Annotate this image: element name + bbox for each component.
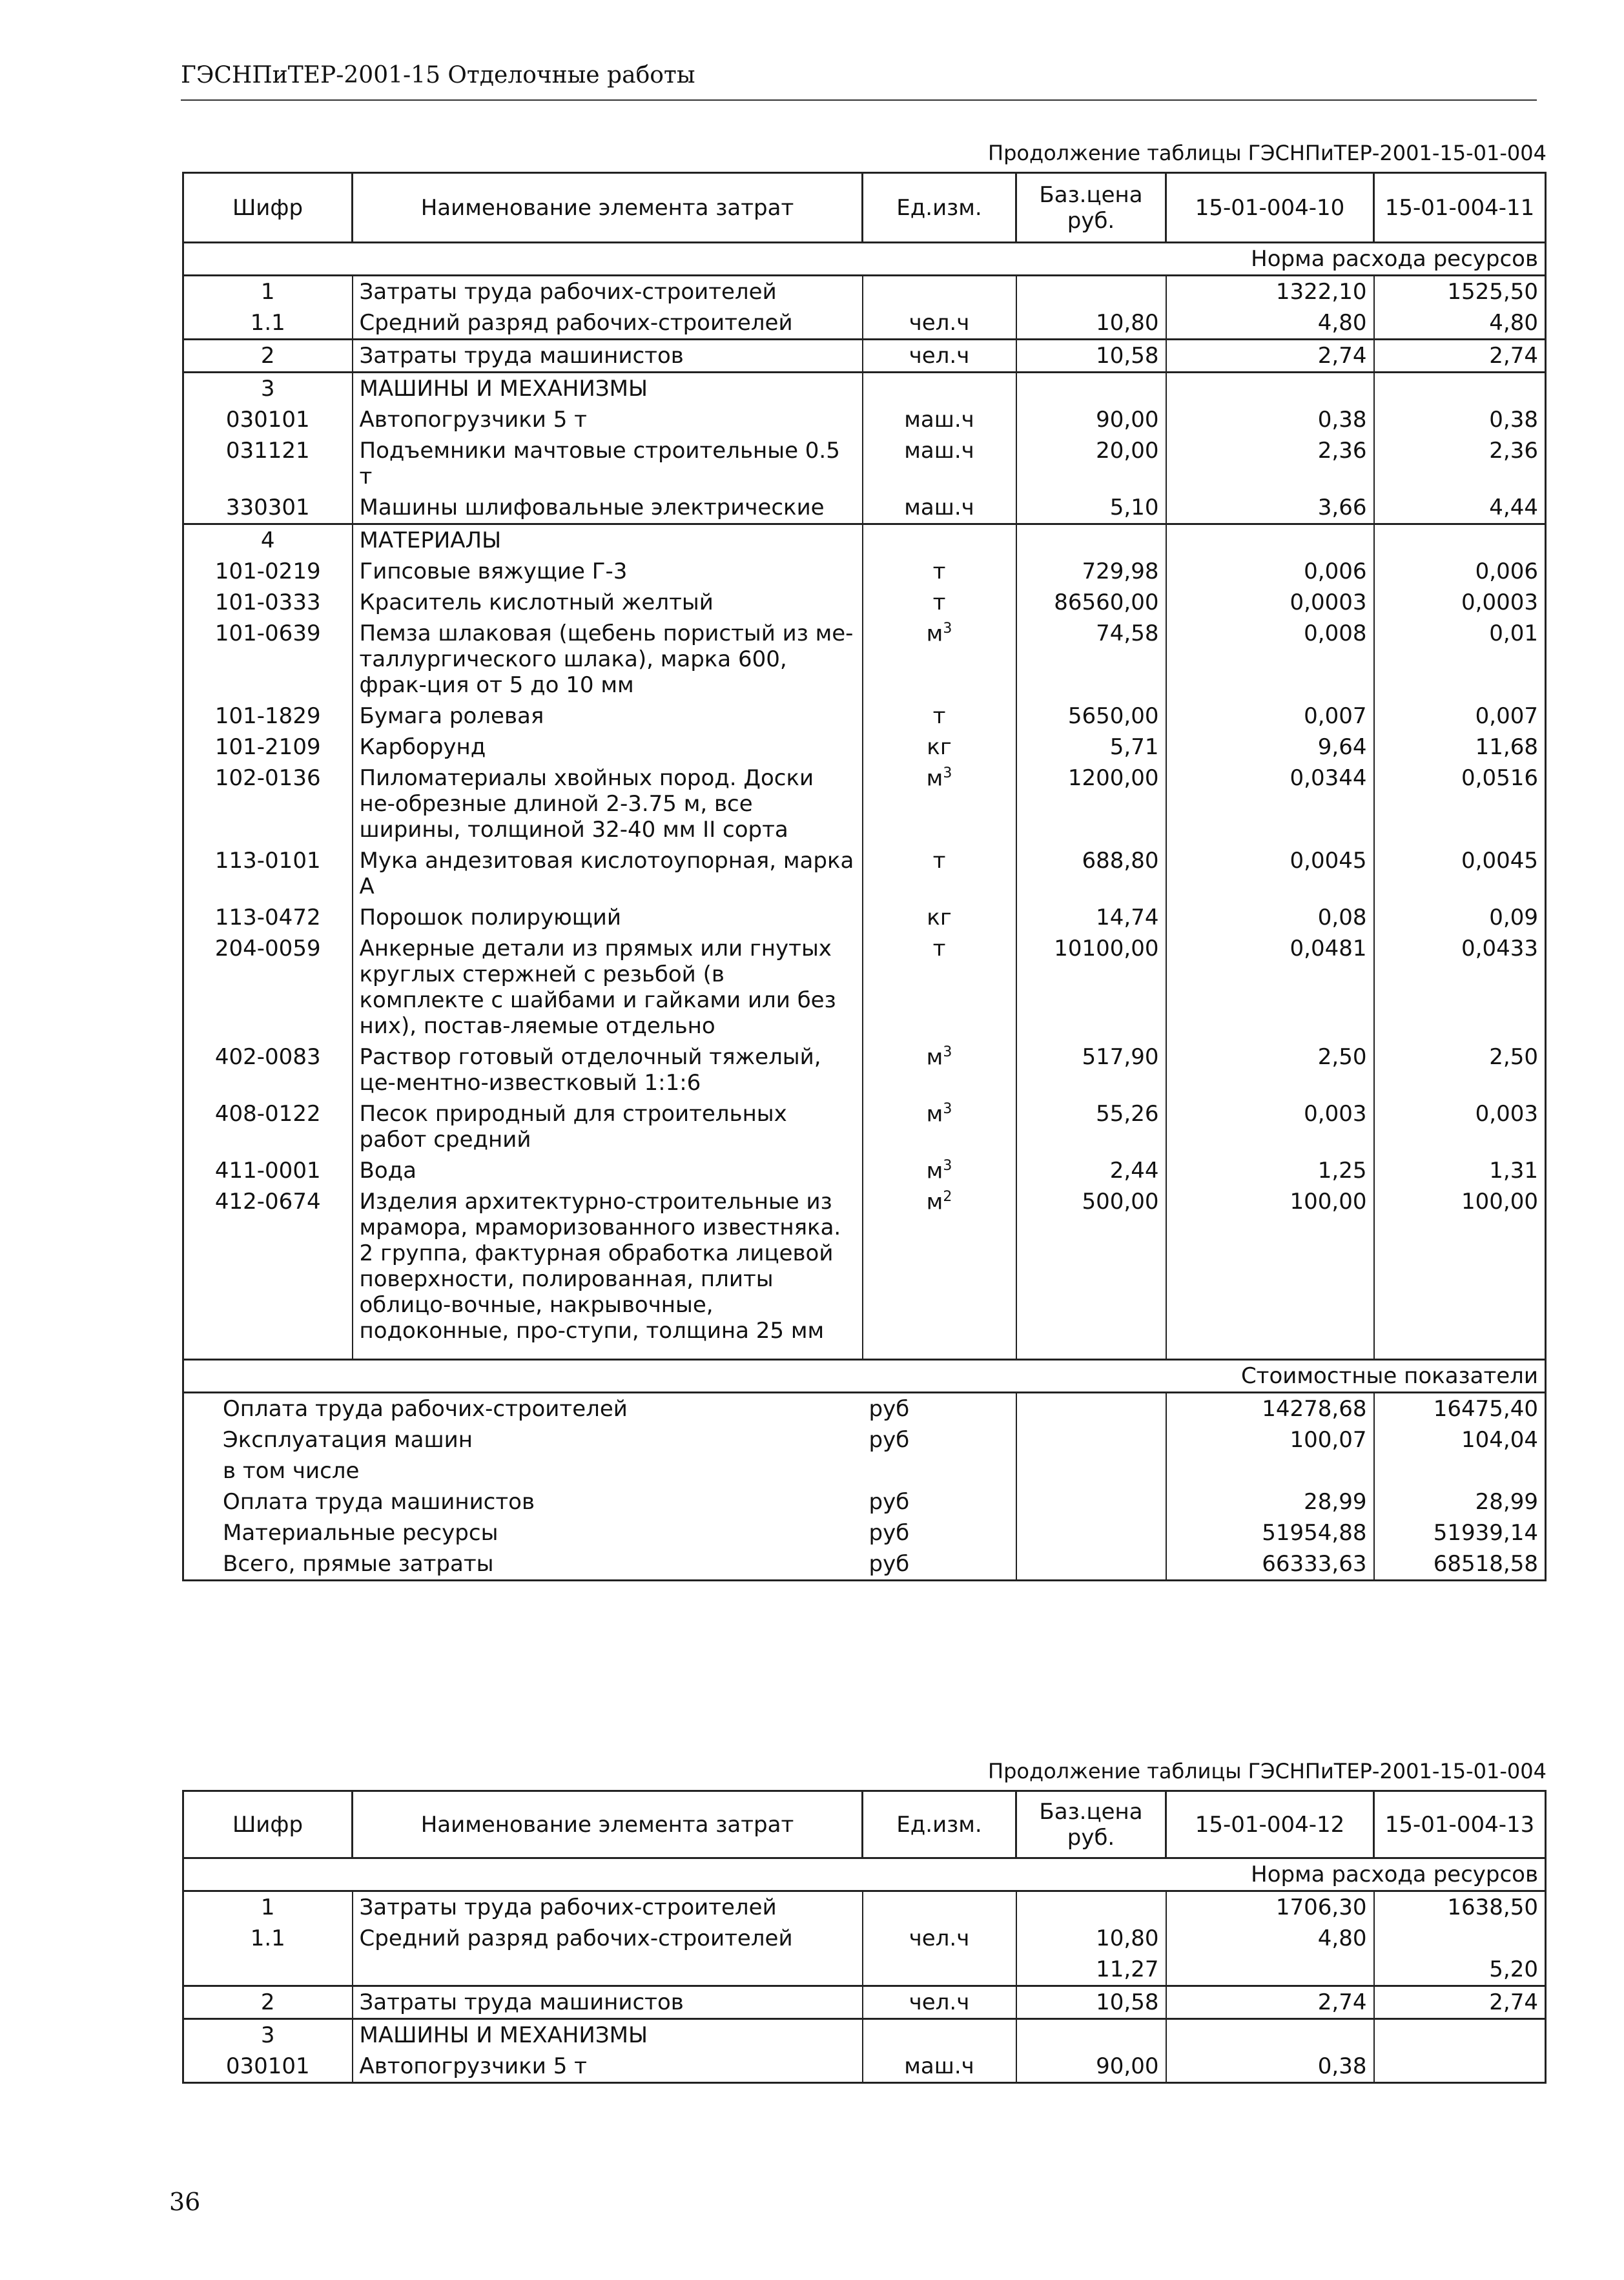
row-unit-exponent: 3 <box>943 1158 952 1174</box>
table-row <box>183 1891 1546 1924</box>
table-row <box>183 340 1546 373</box>
table-row <box>183 845 1546 902</box>
table-row <box>183 307 1546 340</box>
table-row <box>183 1923 1546 1954</box>
cost-unit: руб <box>863 1548 1016 1581</box>
page-header <box>181 62 695 88</box>
table-row <box>183 1042 1546 1098</box>
row-norm-b: 2,36 <box>1374 435 1546 492</box>
row-base-price <box>1016 276 1166 308</box>
row-norm-a: 2,74 <box>1166 340 1374 373</box>
cost-value-b: 28,99 <box>1374 1486 1546 1517</box>
page-number: 36 <box>169 2188 201 2216</box>
row-unit-exponent: 2 <box>943 1189 952 1206</box>
row-norm-b: 0,38 <box>1374 404 1546 435</box>
row-norm-a: 4,80 <box>1166 1923 1374 1954</box>
row-norm-a: 0,006 <box>1166 556 1374 587</box>
row-norm-a: 9,64 <box>1166 732 1374 763</box>
cost-row <box>183 1517 1546 1548</box>
row-unit <box>863 1042 1016 1098</box>
column-header-name: Наименование элемента затрат <box>353 1791 863 1858</box>
row-norm-a <box>1166 2019 1374 2051</box>
row-unit-exponent: 3 <box>943 1101 952 1117</box>
row-name: Бумага ролевая <box>353 701 863 732</box>
row-norm-a: 0,007 <box>1166 701 1374 732</box>
table-row <box>183 902 1546 933</box>
cost-name: Материальные ресурсы <box>183 1517 863 1548</box>
table-row <box>183 524 1546 557</box>
row-unit-text: м <box>926 765 943 792</box>
row-norm-b: 0,0003 <box>1374 587 1546 618</box>
row-base-price: 517,90 <box>1016 1042 1166 1098</box>
row-norm-a: 0,0481 <box>1166 933 1374 1042</box>
row-base-price <box>1016 524 1166 557</box>
cost-value-b <box>1374 1455 1546 1486</box>
cost-value-a: 66333,63 <box>1166 1548 1374 1581</box>
row-norm-a: 4,80 <box>1166 307 1374 340</box>
row-code: 1.1 <box>183 1923 353 1954</box>
row-base-price: 10100,00 <box>1016 933 1166 1042</box>
row-norm-a: 1706,30 <box>1166 1891 1374 1924</box>
row-norm-a: 2,74 <box>1166 1986 1374 2019</box>
spacer-cell <box>863 1346 1016 1359</box>
row-unit <box>863 701 1016 732</box>
row-code: 2 <box>183 340 353 373</box>
column-header-norm-a: 15-01-004-10 <box>1166 173 1374 243</box>
row-base-price: 86560,00 <box>1016 587 1166 618</box>
row-unit <box>863 587 1016 618</box>
row-norm-a: 0,0045 <box>1166 845 1374 902</box>
table-row <box>183 276 1546 308</box>
row-base-price: 5,10 <box>1016 492 1166 524</box>
row-unit <box>863 556 1016 587</box>
cost-value-b: 16475,40 <box>1374 1392 1546 1424</box>
row-name: Автопогрузчики 5 т <box>353 404 863 435</box>
row-norm-a: 1322,10 <box>1166 276 1374 308</box>
row-unit-text: м <box>926 621 943 647</box>
row-code <box>183 1954 353 1986</box>
row-name: МАШИНЫ И МЕХАНИЗМЫ <box>353 2019 863 2051</box>
row-name: Раствор готовый отделочный тяжелый, це-ментно-известковый 1:1:6 <box>353 1042 863 1098</box>
table-row <box>183 435 1546 492</box>
row-unit-exponent: 3 <box>943 621 952 637</box>
row-norm-b: 2,74 <box>1374 340 1546 373</box>
cost-value-b: 51939,14 <box>1374 1517 1546 1548</box>
cost-unit: руб <box>869 1488 910 1515</box>
spacer-cell <box>183 1346 353 1359</box>
cost-band-label: Стоимостные показатели <box>183 1359 1546 1392</box>
row-norm-a: 0,38 <box>1166 404 1374 435</box>
row-code: 1 <box>183 1891 353 1924</box>
row-norm-b: 100,00 <box>1374 1186 1546 1346</box>
row-name: Средний разряд рабочих-строителей <box>353 307 863 340</box>
spacer-cell <box>1166 1346 1374 1359</box>
row-unit <box>863 618 1016 701</box>
row-norm-b: 0,007 <box>1374 701 1546 732</box>
row-unit <box>863 435 1016 492</box>
row-unit-text: м <box>926 1044 943 1071</box>
row-code: 030101 <box>183 404 353 435</box>
cost-row <box>183 1548 1546 1581</box>
row-unit <box>863 933 1016 1042</box>
row-code: 101-2109 <box>183 732 353 763</box>
row-unit <box>863 2051 1016 2083</box>
row-unit-text: т <box>932 936 946 961</box>
row-code: 330301 <box>183 492 353 524</box>
cost-unit: руб <box>869 1395 910 1422</box>
table-header-row <box>183 173 1546 243</box>
cost-unit: руб <box>869 1426 910 1453</box>
row-name: Затраты труда рабочих-строителей <box>353 1891 863 1924</box>
row-unit-text: маш.ч <box>904 407 974 433</box>
row-base-price: 55,26 <box>1016 1098 1166 1155</box>
table-row <box>183 732 1546 763</box>
cost-price <box>1016 1486 1166 1517</box>
row-norm-b: 0,01 <box>1374 618 1546 701</box>
table-row <box>183 2051 1546 2083</box>
cost-value-b: 104,04 <box>1374 1424 1546 1455</box>
row-code: 412-0674 <box>183 1186 353 1346</box>
row-norm-b <box>1374 373 1546 405</box>
row-norm-a: 0,003 <box>1166 1098 1374 1155</box>
row-norm-b: 2,74 <box>1374 1986 1546 2019</box>
document-title: ГЭСНПиТЕР-2001-15 Отделочные работы <box>181 62 695 88</box>
column-header-price: Баз.цена руб. <box>1016 1791 1166 1858</box>
row-norm-a: 1,25 <box>1166 1155 1374 1186</box>
row-norm-b <box>1374 1923 1546 1954</box>
row-norm-a: 3,66 <box>1166 492 1374 524</box>
row-unit-text: м <box>926 1101 943 1127</box>
row-name: Подъемники мачтовые строительные 0.5 т <box>353 435 863 492</box>
cost-unit: руб <box>869 1519 910 1546</box>
cost-name: Всего, прямые затраты <box>183 1548 863 1581</box>
cost-price <box>1016 1517 1166 1548</box>
row-norm-b: 0,0516 <box>1374 763 1546 845</box>
row-norm-a: 100,00 <box>1166 1186 1374 1346</box>
row-name: Вода <box>353 1155 863 1186</box>
row-unit-text: м <box>926 1189 943 1215</box>
row-code: 101-0639 <box>183 618 353 701</box>
table-continuation-caption-2: Продолжение таблицы ГЭСНПиТЕР-2001-15-01-004 <box>988 1759 1547 1783</box>
spacer-cell <box>1374 1346 1546 1359</box>
row-unit <box>863 845 1016 902</box>
resource-norms-table-1 <box>182 172 1547 1581</box>
table-row <box>183 933 1546 1042</box>
row-name: Затраты труда рабочих-строителей <box>353 276 863 308</box>
row-name: Пемза шлаковая (щебень пористый из ме-таллургического шлака), марка 600, фрак-ция от 5 до 10 мм <box>353 618 863 701</box>
row-norm-a: 0,38 <box>1166 2051 1374 2083</box>
row-name: Автопогрузчики 5 т <box>353 2051 863 2083</box>
row-unit <box>863 1986 1016 2019</box>
table-row <box>183 556 1546 587</box>
row-base-price: 10,80 <box>1016 1923 1166 1954</box>
cost-price <box>1016 1548 1166 1581</box>
table-row <box>183 618 1546 701</box>
row-norm-b: 1,31 <box>1374 1155 1546 1186</box>
row-base-price: 729,98 <box>1016 556 1166 587</box>
row-name: Затраты труда машинистов <box>353 1986 863 2019</box>
spacer-cell <box>1016 1346 1166 1359</box>
row-norm-b <box>1374 524 1546 557</box>
row-unit-text: маш.ч <box>904 438 974 464</box>
row-code: 101-1829 <box>183 701 353 732</box>
row-name <box>353 1954 863 1986</box>
header-rule <box>181 99 1537 101</box>
table-continuation-caption: Продолжение таблицы ГЭСНПиТЕР-2001-15-01-004 <box>988 141 1547 165</box>
row-name: Песок природный для строительных работ средний <box>353 1098 863 1155</box>
row-code: 031121 <box>183 435 353 492</box>
row-code: 411-0001 <box>183 1155 353 1186</box>
row-unit <box>863 1155 1016 1186</box>
row-unit <box>863 1891 1016 1924</box>
table-header-row <box>183 1791 1546 1858</box>
table-row <box>183 1155 1546 1186</box>
resource-norms-table-2 <box>182 1790 1547 2084</box>
norm-band <box>183 1858 1546 1891</box>
row-base-price: 5,71 <box>1016 732 1166 763</box>
row-norm-b: 0,0045 <box>1374 845 1546 902</box>
table-row <box>183 1954 1546 1986</box>
row-code: 2 <box>183 1986 353 2019</box>
row-norm-a: 2,50 <box>1166 1042 1374 1098</box>
row-code: 1 <box>183 276 353 308</box>
row-unit <box>863 524 1016 557</box>
cost-row <box>183 1486 1546 1517</box>
table-row <box>183 404 1546 435</box>
column-header-unit: Ед.изм. <box>863 173 1016 243</box>
row-name: Анкерные детали из прямых или гнутых круглых стержней с резьбой (в комплекте с шайбами и гайками или без них), постав-ляемые отдельно <box>353 933 863 1042</box>
row-base-price: 500,00 <box>1016 1186 1166 1346</box>
table-row <box>183 2019 1546 2051</box>
table-row <box>183 763 1546 845</box>
cost-row <box>183 1455 1546 1486</box>
row-unit <box>863 1098 1016 1155</box>
row-norm-a: 0,08 <box>1166 902 1374 933</box>
row-norm-a: 0,0344 <box>1166 763 1374 845</box>
cost-name: Эксплуатация машин <box>183 1424 863 1455</box>
row-base-price <box>1016 2019 1166 2051</box>
row-code: 113-0101 <box>183 845 353 902</box>
cost-row <box>183 1424 1546 1455</box>
row-name: Пиломатериалы хвойных пород. Доски не-обрезные длиной 2-3.75 м, все ширины, толщиной 32-40 мм II сорта <box>353 763 863 845</box>
cost-band <box>183 1359 1546 1392</box>
row-unit-text: т <box>932 559 946 584</box>
row-base-price: 5650,00 <box>1016 701 1166 732</box>
row-base-price: 688,80 <box>1016 845 1166 902</box>
cost-name: в том числе <box>183 1455 863 1486</box>
row-unit <box>863 340 1016 373</box>
row-norm-b <box>1374 2019 1546 2051</box>
row-code: 113-0472 <box>183 902 353 933</box>
row-unit <box>863 307 1016 340</box>
row-norm-a: 0,0003 <box>1166 587 1374 618</box>
row-name: МАШИНЫ И МЕХАНИЗМЫ <box>353 373 863 405</box>
row-base-price: 1200,00 <box>1016 763 1166 845</box>
row-norm-a <box>1166 524 1374 557</box>
row-code: 3 <box>183 2019 353 2051</box>
cost-unit <box>863 1455 1016 1486</box>
row-unit-text: чел.ч <box>909 343 970 369</box>
row-base-price: 20,00 <box>1016 435 1166 492</box>
norm-band-label: Норма расхода ресурсов <box>183 243 1546 276</box>
row-norm-a: 0,008 <box>1166 618 1374 701</box>
row-base-price: 10,58 <box>1016 1986 1166 2019</box>
row-name: Средний разряд рабочих-строителей <box>353 1923 863 1954</box>
cost-value-a: 100,07 <box>1166 1424 1374 1455</box>
table-row <box>183 587 1546 618</box>
row-unit-text: т <box>932 590 946 615</box>
row-unit <box>863 1186 1016 1346</box>
row-code: 102-0136 <box>183 763 353 845</box>
column-header-norm-b: 15-01-004-13 <box>1374 1791 1546 1858</box>
row-unit-exponent: 3 <box>943 765 952 781</box>
row-code: 3 <box>183 373 353 405</box>
row-base-price: 74,58 <box>1016 618 1166 701</box>
cost-value-a: 28,99 <box>1166 1486 1374 1517</box>
row-norm-b: 0,09 <box>1374 902 1546 933</box>
cost-price <box>1016 1392 1166 1424</box>
row-norm-b: 1525,50 <box>1374 276 1546 308</box>
cost-value-a <box>1166 1455 1374 1486</box>
norm-band-label: Норма расхода ресурсов <box>183 1858 1546 1891</box>
cost-value-a: 14278,68 <box>1166 1392 1374 1424</box>
row-name: Мука андезитовая кислотоупорная, марка А <box>353 845 863 902</box>
row-base-price: 14,74 <box>1016 902 1166 933</box>
row-code: 4 <box>183 524 353 557</box>
table-row <box>183 1186 1546 1346</box>
row-unit-text: т <box>932 703 946 729</box>
row-base-price: 90,00 <box>1016 2051 1166 2083</box>
row-unit-text: чел.ч <box>909 1989 970 2015</box>
row-unit <box>863 404 1016 435</box>
row-name: МАТЕРИАЛЫ <box>353 524 863 557</box>
row-code: 204-0059 <box>183 933 353 1042</box>
row-norm-b: 0,006 <box>1374 556 1546 587</box>
row-unit-text: кг <box>927 734 952 760</box>
row-base-price <box>1016 1891 1166 1924</box>
norm-band <box>183 243 1546 276</box>
row-norm-a: 2,36 <box>1166 435 1374 492</box>
table-row <box>183 492 1546 524</box>
cost-value-a: 51954,88 <box>1166 1517 1374 1548</box>
row-unit-text: чел.ч <box>909 310 970 336</box>
row-norm-b: 4,80 <box>1374 307 1546 340</box>
row-name: Карборунд <box>353 732 863 763</box>
row-unit <box>863 1954 1016 1986</box>
row-unit <box>863 276 1016 308</box>
column-header-code: Шифр <box>183 173 353 243</box>
row-name: Затраты труда машинистов <box>353 340 863 373</box>
spacer-row <box>183 1346 1546 1359</box>
row-base-price: 2,44 <box>1016 1155 1166 1186</box>
row-name: Порошок полирующий <box>353 902 863 933</box>
row-norm-b: 1638,50 <box>1374 1891 1546 1924</box>
row-name: Краситель кислотный желтый <box>353 587 863 618</box>
row-code: 030101 <box>183 2051 353 2083</box>
cost-row <box>183 1392 1546 1424</box>
cost-price <box>1016 1424 1166 1455</box>
row-unit <box>863 732 1016 763</box>
cost-name: Оплата труда машинистов <box>183 1486 863 1517</box>
row-norm-b: 2,50 <box>1374 1042 1546 1098</box>
row-norm-b <box>1374 2051 1546 2083</box>
column-header-norm-a: 15-01-004-12 <box>1166 1791 1374 1858</box>
column-header-price: Баз.цена руб. <box>1016 173 1166 243</box>
column-header-norm-b: 15-01-004-11 <box>1374 173 1546 243</box>
row-unit <box>863 1923 1016 1954</box>
row-norm-a <box>1166 373 1374 405</box>
row-code: 408-0122 <box>183 1098 353 1155</box>
row-unit-text: т <box>932 848 946 874</box>
row-unit-text: кг <box>927 905 952 930</box>
row-code: 101-0333 <box>183 587 353 618</box>
cost-price <box>1016 1455 1166 1486</box>
column-header-name: Наименование элемента затрат <box>353 173 863 243</box>
row-code: 402-0083 <box>183 1042 353 1098</box>
row-unit-text: маш.ч <box>904 2053 974 2079</box>
cost-name: Оплата труда рабочих-строителей <box>183 1392 863 1424</box>
row-base-price <box>1016 373 1166 405</box>
row-unit <box>863 492 1016 524</box>
row-unit-text: м <box>926 1158 943 1184</box>
row-unit <box>863 763 1016 845</box>
row-unit-text: маш.ч <box>904 495 974 520</box>
row-norm-a <box>1166 1954 1374 1986</box>
spacer-cell <box>353 1346 863 1359</box>
table-row <box>183 1986 1546 2019</box>
row-code: 1.1 <box>183 307 353 340</box>
row-name: Гипсовые вяжущие Г-3 <box>353 556 863 587</box>
table-row <box>183 1098 1546 1155</box>
cost-value-b: 68518,58 <box>1374 1548 1546 1581</box>
row-norm-b: 11,68 <box>1374 732 1546 763</box>
row-unit <box>863 373 1016 405</box>
row-base-price: 90,00 <box>1016 404 1166 435</box>
row-unit-text: чел.ч <box>909 1926 970 1951</box>
column-header-unit: Ед.изм. <box>863 1791 1016 1858</box>
row-norm-b: 0,003 <box>1374 1098 1546 1155</box>
row-base-price: 10,58 <box>1016 340 1166 373</box>
column-header-code: Шифр <box>183 1791 353 1858</box>
row-base-price: 11,27 <box>1016 1954 1166 1986</box>
table-row <box>183 701 1546 732</box>
row-name: Машины шлифовальные электрические <box>353 492 863 524</box>
row-norm-b: 0,0433 <box>1374 933 1546 1042</box>
row-norm-b: 4,44 <box>1374 492 1546 524</box>
row-norm-b: 5,20 <box>1374 1954 1546 1986</box>
row-unit <box>863 902 1016 933</box>
row-unit-exponent: 3 <box>943 1044 952 1060</box>
row-name: Изделия архитектурно-строительные из мрамора, мраморизованного известняка. 2 группа, фактурная обработка лицевой поверхности, полированная, плиты облицо-вочные, накрывочные, подоконные, про-ступи, толщина 25 мм <box>353 1186 863 1346</box>
row-base-price: 10,80 <box>1016 307 1166 340</box>
row-unit <box>863 2019 1016 2051</box>
table-row <box>183 373 1546 405</box>
row-code: 101-0219 <box>183 556 353 587</box>
